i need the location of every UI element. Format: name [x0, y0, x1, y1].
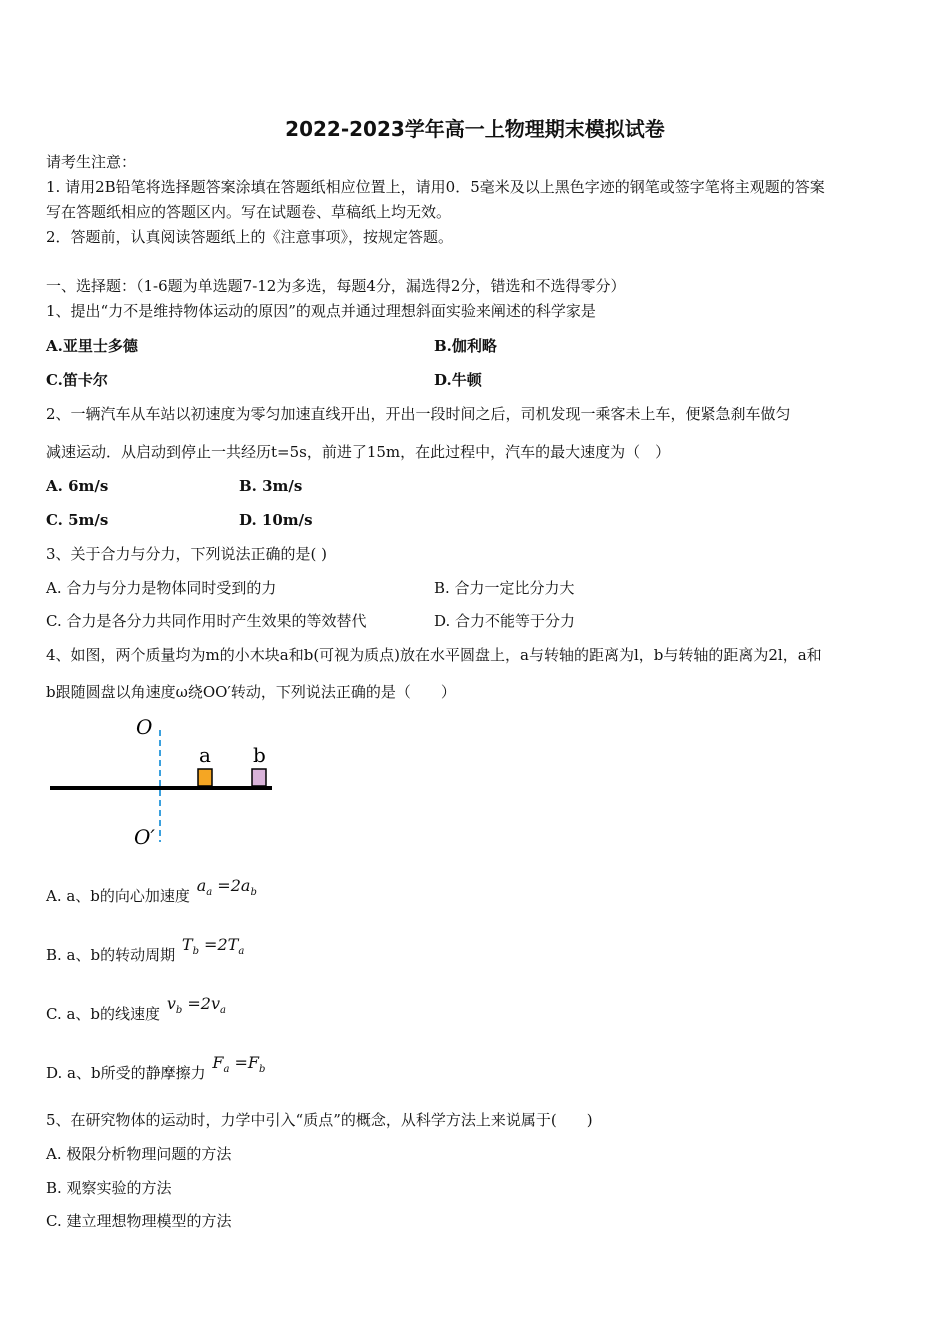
option-b-text: B. a、b的转动周期: [46, 946, 176, 964]
option-c-formula: $v_b =2v_a$: [166, 994, 226, 1017]
label-O-top: O: [136, 715, 153, 739]
option-b-formula: $T_b =2T_a$: [181, 935, 245, 958]
question-3-option-b: B. 合力一定比分力大: [434, 579, 575, 597]
question-3-stem: 3、关于合力与分力，下列说法正确的是( ): [46, 545, 328, 563]
option-d-formula: $F_a =F_b$: [212, 1053, 266, 1076]
question-5-stem: 5、在研究物体的运动时，力学中引入“质点”的概念，从科学方法上来说属于( ): [46, 1111, 593, 1129]
question-2-option-a: A. 6m/s: [46, 477, 109, 495]
question-4-option-a: [46, 876, 257, 913]
option-d-text: D. a、b所受的静摩擦力: [46, 1064, 206, 1082]
page-title: 2022-2023学年高一上物理期末模拟试卷: [285, 117, 665, 141]
question-2-stem-line-1: 2、一辆汽车从车站以初速度为零匀加速直线开出，开出一段时间之后，司机发现一乘客未上车，便紧急刹车做匀: [46, 405, 791, 423]
label-b: b: [253, 743, 266, 767]
question-4-option-b: [46, 935, 245, 972]
section-heading: 一、选择题：（1-6题为单选题7-12为多选，每题4分，漏选得2分，错选和不选得零分）: [46, 277, 626, 295]
question-1-option-a: A.亚里士多德: [46, 337, 138, 355]
question-2-option-d: D. 10m/s: [239, 511, 313, 529]
question-3-option-d: D. 合力不能等于分力: [434, 612, 576, 630]
question-4-stem-line-2: b跟随圆盘以角速度ω绕OO′转动，下列说法正确的是（ ）: [46, 683, 456, 701]
question-5-option-a: A. 极限分析物理问题的方法: [46, 1145, 232, 1163]
question-2-stem-line-2: 减速运动．从启动到停止一共经历t=5s，前进了15m，在此过程中，汽车的最大速度为（ ）: [46, 443, 671, 461]
question-4-stem-line-1: 4、如图，两个质量均为m的小木块a和b(可视为质点)放在水平圆盘上，a与转轴的距离为l，b与转轴的距离为2l，a和: [46, 646, 822, 664]
question-1-option-d: D.牛顿: [434, 371, 482, 389]
option-c-text: C. a、b的线速度: [46, 1005, 161, 1023]
rotating-disk-diagram: [40, 712, 290, 852]
question-1-stem: 1、提出“力不是维持物体运动的原因”的观点并通过理想斜面实验来阐述的科学家是: [46, 302, 596, 320]
notice-item-1-line-2: 写在答题纸相应的答题区内。写在试题卷、草稿纸上均无效。: [46, 203, 452, 221]
question-3-option-a: A. 合力与分力是物体同时受到的力: [46, 579, 277, 597]
question-4-option-d: [46, 1053, 266, 1090]
notice-heading: 请考生注意：: [46, 153, 137, 171]
question-1-option-b: B.伽利略: [434, 337, 497, 355]
notice-item-2: 2．答题前，认真阅读答题纸上的《注意事项》，按规定答题。: [46, 228, 454, 246]
question-5-option-b: B. 观察实验的方法: [46, 1179, 172, 1197]
option-a-text: A. a、b的向心加速度: [46, 887, 190, 905]
question-5-option-c: C. 建立理想物理模型的方法: [46, 1212, 232, 1230]
question-3-option-c: C. 合力是各分力共同作用时产生效果的等效替代: [46, 612, 367, 630]
label-a: a: [199, 743, 211, 767]
question-2-option-b: B. 3m/s: [239, 477, 303, 495]
question-1-option-c: C.笛卡尔: [46, 371, 108, 389]
notice-item-1-line-1: 1. 请用2B铅笔将选择题答案涂填在答题纸相应位置上，请用0．5毫米及以上黑色字迹的钢笔或签字笔将主观题的答案: [46, 178, 825, 196]
block-a: [198, 769, 212, 786]
question-4-option-c: [46, 994, 226, 1031]
label-O-bottom: O′: [134, 825, 155, 849]
question-2-option-c: C. 5m/s: [46, 511, 109, 529]
option-a-formula: $a_a =2a_b$: [196, 876, 257, 899]
block-b: [252, 769, 266, 786]
